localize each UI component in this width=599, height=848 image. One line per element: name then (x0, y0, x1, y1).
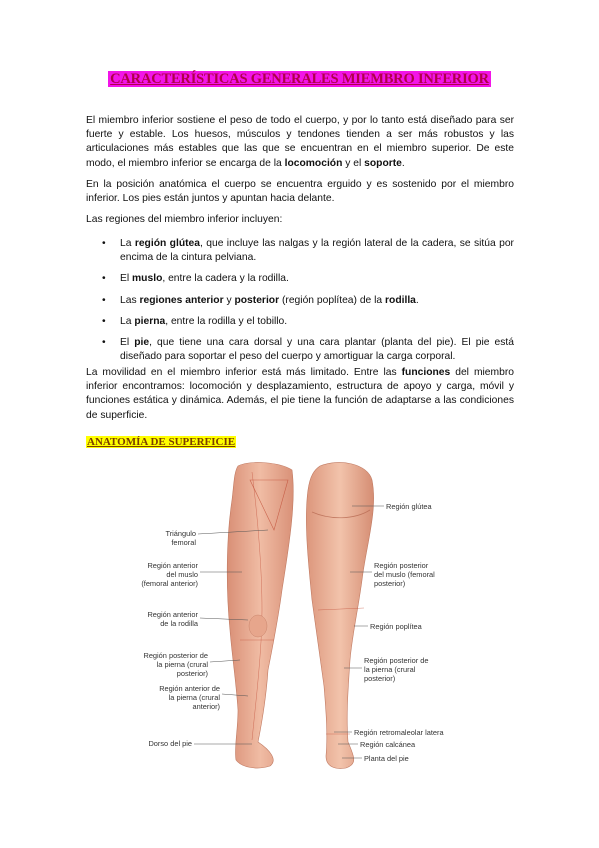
list-keyword: región glútea (134, 238, 200, 249)
list-text: El (120, 337, 135, 349)
label-anterior-thigh: Región anterior del muslo (femoral anterior) (141, 561, 198, 588)
page-title: CARACTERÍSTICAS GENERALES MIEMBRO INFERIOR (110, 71, 489, 87)
regions-list (86, 237, 514, 371)
list-keyword: pie (134, 337, 150, 349)
anatomical-position-text: En la posición anatómica el cuerpo se encuentra erguido y es sostenido por el miembro inferior. Los pies están juntos y apuntan hacia delante. (86, 179, 514, 205)
list-text: El (120, 273, 133, 285)
section-heading: ANATOMÍA DE SUPERFICIE (87, 436, 236, 448)
label-sole: Planta del pie (364, 754, 409, 763)
mobility-text: del miembro inferior encontramos: locomoción y desplazamiento, estructura de apoyo y carga, móvil y funciones estática y dinámica. Además, el pie tiene la función de adaptarse a las condiciones de superficie. (86, 367, 514, 421)
list-text: y (223, 294, 235, 306)
intro-text-connector: y el (342, 157, 365, 169)
label-dorsum-foot: Dorso del pie (148, 739, 192, 748)
mobility-paragraph (86, 366, 514, 423)
label-posterior-leg-right: Región posterior de la pierna (crural posterior) (364, 656, 429, 683)
label-gluteal-region: Región glútea (386, 502, 432, 511)
posterior-leg-shape (306, 462, 373, 768)
label-popliteal-region: Región poplítea (370, 622, 422, 631)
keyword-soporte: soporte (364, 157, 402, 169)
label-femoral-triangle: Triángulo femoral (165, 529, 196, 547)
list-text: , que incluye las nalgas y la región lateral de la cadera, se sitúa por encima de la cintura pelviana. (120, 238, 514, 264)
label-posterior-thigh: Región posterior del muslo (femoral posterior) (374, 561, 435, 588)
list-item (86, 237, 514, 265)
list-item (86, 294, 514, 308)
list-keyword: pierna (134, 315, 166, 327)
label-anterior-leg: Región anterior de la pierna (crural anterior) (159, 684, 220, 711)
list-text: . (415, 294, 419, 306)
list-text: La (120, 238, 135, 249)
keyword-locomocion: locomoción (284, 157, 343, 169)
title-container (0, 70, 599, 88)
label-anterior-knee: Región anterior de la rodilla (147, 610, 198, 628)
label-retromalleolar: Región retromaleolar latera (354, 728, 444, 737)
list-keyword: regiones anterior (139, 294, 224, 306)
intro-paragraph-2 (86, 178, 514, 206)
list-item (86, 336, 514, 364)
list-item (86, 272, 514, 286)
list-item (86, 315, 514, 329)
leg-anatomy-figure (140, 460, 480, 780)
list-text: La (120, 315, 135, 327)
regions-intro-text: Las regiones del miembro inferior incluyen: (86, 214, 283, 225)
keyword-funciones: funciones (401, 367, 451, 378)
label-posterior-leg-left: Región posterior de la pierna (crural posterior) (143, 651, 208, 678)
label-calcaneal: Región calcánea (360, 740, 416, 749)
list-text: Las (120, 294, 140, 306)
intro-period: . (401, 157, 405, 169)
kneecap (249, 615, 267, 637)
list-text: , que tiene una cara dorsal y una cara plantar (planta del pie). El pie está diseñado para soportar el peso del cuerpo y amortiguar la carga corporal. (120, 337, 514, 363)
intro-paragraph-3 (86, 213, 514, 227)
list-text: (región poplítea) de la (279, 294, 386, 306)
list-keyword: rodilla (385, 294, 416, 306)
section-heading-container (86, 432, 236, 450)
intro-paragraph-1 (86, 114, 514, 171)
list-keyword: muslo (132, 273, 163, 285)
list-text: , entre la cadera y la rodilla. (162, 273, 289, 285)
list-keyword: posterior (234, 294, 280, 306)
mobility-text: La movilidad en el miembro inferior está más limitado. Entre las (86, 367, 402, 378)
list-text: , entre la rodilla y el tobillo. (165, 315, 288, 327)
intro-text: El miembro inferior sostiene el peso de todo el cuerpo, y por lo tanto está diseñado para ser fuerte y estable. Los huesos, músculos y tendones tienden a ser más robustos y las articulaciones más estables que las que se encuentran en el miembro superior. De este modo, el miembro inferior se encarga de la (86, 115, 514, 169)
